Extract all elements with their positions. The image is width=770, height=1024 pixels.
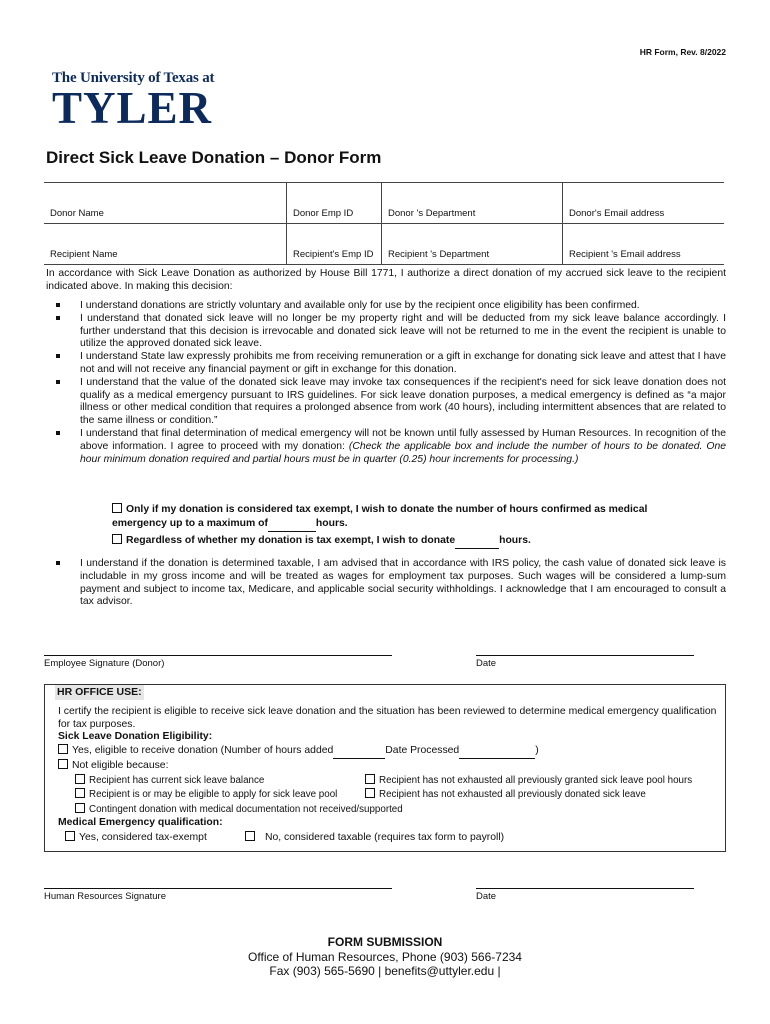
date-processed-input[interactable] [459,745,535,759]
uttyler-logo [52,70,232,133]
med-tax-exempt-option: Yes, considered tax-exempt [65,831,265,845]
max-hours-input[interactable] [268,517,316,532]
list-item: I understand that the value of the donated sick leave may invoke tax consequences if the recipient's need for sick leave donation does not qualify as a medical emergency pursuant to IRS guidelines. For sick leave donation purposes, a medical emergency is defined as “a major illness or other medical condition that requires a prolonged absence from work (40 hours), including intermittent absences that are related to the same illness or condition.” [56,377,726,428]
recipient-email-field[interactable]: Recipient 's Email address [563,224,725,265]
donor-signature-line[interactable] [44,655,392,656]
option-regardless: Regardless of whether my donation is tax exempt, I wish to donate hours. [112,534,732,549]
checkbox-tax-exempt-only[interactable] [112,503,122,513]
bullet-icon [56,431,60,435]
table-row [44,183,724,224]
recipient-department-field[interactable]: Recipient 's Department [382,224,563,265]
checkbox-regardless[interactable] [112,534,122,544]
acknowledgement-list [56,300,726,466]
checkbox-not-eligible[interactable] [58,759,68,769]
bullet-icon [56,303,60,307]
form-submission-heading: FORM SUBMISSION [327,935,443,949]
logo-university-line: The University of Texas at [52,70,215,86]
donor-date-label: Date [476,658,497,669]
checkbox-tax-exempt[interactable] [65,831,75,841]
bullet-icon [56,354,60,358]
checkbox-pool-eligible[interactable] [75,788,85,798]
hr-date-label: Date [476,891,497,902]
hours-added-input[interactable] [333,745,385,759]
hr-date-line[interactable] [476,888,694,889]
donor-department-field[interactable]: Donor 's Department [382,183,563,224]
option-tax-exempt-only: Only if my donation is considered tax exempt, I wish to donate the number of hours confirmed as medical emergency up to a maximum of hours. [112,503,732,532]
list-item: I understand if the donation is determined taxable, I am advised that in accordance with IRS policy, the cash value of donated sick leave is includable in my gross income and will be treated as wages for employment tax purposes. Such wages will be considered a lump-sum payment and subject to income tax, Medicare, and applicable social security withholdings. I acknowledge that I am encouraged to consult a tax advisor. [56,558,726,609]
reason-contingent-donation: Contingent donation with medical documentation not received/supported [75,803,735,817]
recipient-name-field[interactable]: Recipient Name [44,224,287,265]
page-title: Direct Sick Leave Donation – Donor Form [46,148,382,167]
donor-date-line[interactable] [476,655,694,656]
checkbox-eligible[interactable] [58,744,68,754]
hr-office-use-header: HR OFFICE USE: [57,686,142,698]
checkbox-contingent-donation[interactable] [75,803,85,813]
checkbox-pool-not-exhausted[interactable] [365,774,375,784]
medical-emergency-heading: Medical Emergency qualification: [58,817,223,828]
hr-signature-line[interactable] [44,888,392,889]
list-item: I understand donations are strictly voluntary and available only for use by the recipient once eligibility has been confirmed. [56,300,726,313]
recipient-emp-id-field[interactable]: Recipient's Emp ID [287,224,382,265]
med-taxable-option: No, considered taxable (requires tax form to payroll) [245,831,665,845]
not-eligible-row: Not eligible because: [58,759,718,773]
reason-pool-eligible: Recipient is or may be eligible to apply for sick leave pool [75,788,365,802]
reason-pool-not-exhausted: Recipient has not exhausted all previously granted sick leave pool hours [365,774,725,788]
table-row [44,224,724,265]
taxable-acknowledgement [56,558,726,609]
donor-email-field[interactable]: Donor's Email address [563,183,725,224]
bullet-icon [56,561,60,565]
checkbox-taxable[interactable] [245,831,255,841]
list-item: I understand State law expressly prohibits me from receiving remuneration or a gift in exchange for donating sick leave and attest that I have not and will not receive any financial payment or gift in exchange for this donation. [56,351,726,377]
hr-certify-text: I certify the recipient is eligible to receive sick leave donation and the situation has been reviewed to determine medical emergency qualification for tax purposes. [58,706,717,730]
hr-office-use-section [44,684,726,852]
logo-tyler-text: TYLER [52,83,213,133]
donate-hours-input[interactable] [455,534,499,549]
fax-email-line: Fax (903) 565-5690 | benefits@uttyler.edu | [269,964,501,978]
checkbox-donated-not-exhausted[interactable] [365,788,375,798]
hr-signature-label: Human Resources Signature [44,891,166,902]
donor-recipient-table [44,182,724,265]
eligible-row: Yes, eligible to receive donation (Number of hours added Date Processed ) [58,744,718,759]
reason-donated-not-exhausted: Recipient has not exhausted all previously donated sick leave [365,788,725,802]
donor-emp-id-field[interactable]: Donor Emp ID [287,183,382,224]
logo-tyler [52,83,232,133]
office-contact-line: Office of Human Resources, Phone (903) 566-7234 [248,950,522,964]
reason-current-balance: Recipient has current sick leave balance [75,774,365,788]
list-item: I understand that donated sick leave will no longer be my property right and will be deducted from my sick leave balance accordingly. I further understand that this decision is irrevocable and donated sick leave will not be returned to me in the event the recipient is unable to utilize the approved donated sick leave. [56,313,726,351]
intro-paragraph: In accordance with Sick Leave Donation as authorized by House Bill 1771, I authorize a direct donation of my accrued sick leave to the recipient indicated above. In making this decision: [46,268,726,292]
donor-name-field[interactable]: Donor Name [44,183,287,224]
list-item: I understand that final determination of medical emergency will not be known until fully assessed by Human Resources. In recognition of the above information. I agree to proceed with my donation: (Check the applicable box and include the number of hours to be donated. One hour minimum donation required and partial hours must be in quarter (0.25) hour increments for processing.) [56,428,726,466]
eligibility-heading: Sick Leave Donation Eligibility: [58,731,213,742]
bullet-icon [56,380,60,384]
checkbox-current-balance[interactable] [75,774,85,784]
donor-signature-label: Employee Signature (Donor) [44,658,165,669]
form-revision: HR Form, Rev. 8/2022 [639,47,726,57]
bullet-icon [56,316,60,320]
